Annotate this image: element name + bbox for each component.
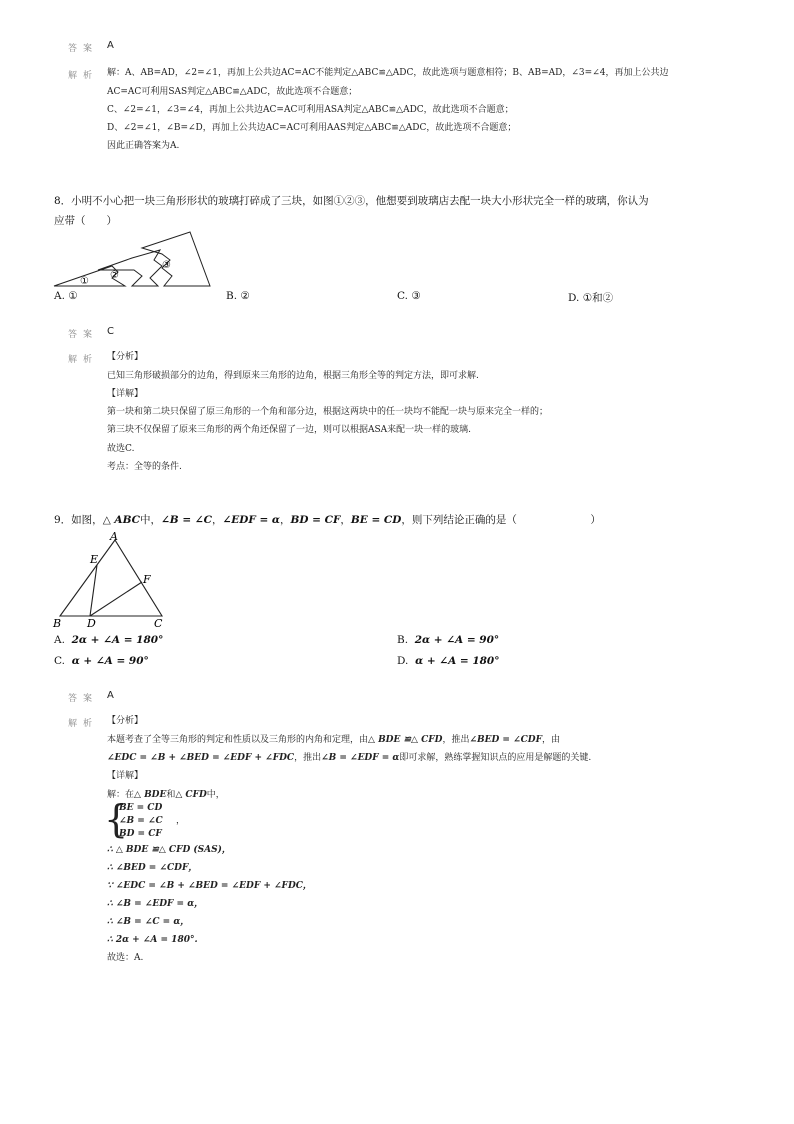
proof-step: ∴ ∠BED = ∠CDF，: [107, 863, 198, 873]
glass-piece-3: [142, 232, 210, 286]
piece-label-1: ①: [80, 276, 89, 287]
proof-step: ∴ ∠B = ∠EDF = α，: [107, 899, 204, 909]
answer-tag: 答案: [68, 694, 99, 704]
question-8-stem: 8．小明不小心把一块三角形形状的玻璃打碎成了三块，如图①②③，他想要到玻璃店去配一块大小形状完全一样的玻璃，你认为: [54, 195, 649, 207]
analysis-tag: 解析: [68, 71, 99, 81]
option-a[interactable]: A. 2α + ∠A = 180°: [54, 634, 164, 646]
proof-step: ∴ 2α + ∠A = 180°.: [107, 935, 198, 945]
analysis-line: 本题考查了全等三角形的判定和性质以及三角形的内角和定理，由△ BDE ≌△ CFD，推出∠BED = ∠CDF，由: [107, 735, 560, 745]
analysis-tag: 解析: [68, 355, 99, 365]
option-a[interactable]: A. ①: [54, 290, 78, 302]
point-f-label: F: [143, 573, 151, 586]
analysis-line: 第三块不仅保留了原来三角形的两个角还保留了一边，则可以根据ASA来配一块一样的玻璃.: [107, 425, 472, 435]
detail-head: 【详解】: [107, 771, 144, 781]
option-c[interactable]: C. ③: [397, 290, 421, 302]
option-c[interactable]: C. α + ∠A = 90°: [54, 655, 149, 667]
point-c-label: C: [154, 617, 163, 630]
analysis-line: 考点：全等的条件.: [107, 462, 182, 472]
analysis-line: AC=AC可利用SAS判定△ABC≌△ADC，故此选项不合题意；: [107, 87, 358, 97]
proof-step: ∴ △ BDE ≌△ CFD (SAS)，: [107, 845, 231, 855]
answer-tag: 答案: [68, 44, 99, 54]
analysis-line: 已知三角形破损部分的边角，得到原来三角形的边角，根据三角形全等的判定方法，即可求解.: [107, 371, 479, 381]
analysis-head: 【分析】: [107, 716, 144, 726]
point-d-label: D: [87, 617, 96, 630]
analysis-line: 因此正确答案为A.: [107, 141, 180, 151]
option-b[interactable]: B. 2α + ∠A = 90°: [397, 634, 500, 646]
analysis-line: 【详解】: [107, 389, 144, 399]
segment-df: [90, 582, 142, 616]
point-a-label: A: [110, 530, 118, 543]
point-b-label: B: [53, 617, 62, 630]
system-eq-2: ∠B = ∠C: [119, 816, 163, 826]
question-9-stem: 9．如图，△ ABC中，∠B = ∠C，∠EDF = α，BD = CF，BE = CD，则下列结论正确的是（ ）: [54, 514, 601, 526]
answer-value: C: [107, 326, 114, 337]
option-d[interactable]: D. α + ∠A = 180°: [397, 655, 500, 667]
analysis-line: 第一块和第二块只保留了原三角形的一个角和部分边，根据这两块中的任一块均不能配一块与原来完全一样的；: [107, 407, 549, 417]
system-tail: ，: [176, 816, 186, 826]
proof-step: ∴ ∠B = ∠C = α，: [107, 917, 190, 927]
final-choice: 故选：A.: [107, 953, 144, 963]
proof-step: ∵ ∠EDC = ∠B + ∠BED = ∠EDF + ∠FDC，: [107, 881, 312, 891]
system-eq-1: BE = CD: [119, 803, 163, 813]
analysis-line: 【分析】: [107, 352, 144, 362]
broken-glass-figure: [50, 228, 220, 290]
analysis-line: C、∠2=∠1，∠3=∠4，再加上公共边AC=AC可利用ASA判定△ABC≌△ADC，故此选项不合题意；: [107, 105, 514, 115]
option-b[interactable]: B. ②: [226, 290, 250, 302]
system-eq-3: BD = CF: [119, 829, 162, 839]
piece-label-2: ②: [110, 270, 119, 281]
question-8-stem-cont: 应带（ ）: [54, 215, 117, 227]
option-d[interactable]: D. ①和②: [568, 292, 614, 304]
answer-value: A: [107, 690, 114, 701]
system-brace: {: [104, 797, 129, 841]
point-e-label: E: [90, 553, 99, 566]
analysis-line: 故选C.: [107, 444, 135, 454]
analysis-line: 解：A、AB=AD，∠2=∠1，再加上公共边AC=AC不能判定△ABC≌△ADC，故此选项与题意相符；B、AB=AD，∠3=∠4，再加上公共边: [107, 68, 669, 78]
analysis-line: ∠EDC = ∠B + ∠BED = ∠EDF + ∠FDC，推出∠B = ∠EDF = α即可求解，熟练掌握知识点的应用是解题的关键.: [107, 753, 592, 763]
piece-label-3: ③: [162, 260, 171, 271]
triangle-figure: [50, 530, 175, 630]
detail-line: 解：在△ BDE和△ CFD中，: [107, 790, 225, 800]
analysis-line: D、∠2=∠1，∠B=∠D，再加上公共边AC=AC可利用AAS判定△ABC≌△ADC，故此选项不合题意；: [107, 123, 517, 133]
answer-value: A: [107, 40, 114, 51]
answer-tag: 答案: [68, 330, 99, 340]
analysis-tag: 解析: [68, 719, 99, 729]
